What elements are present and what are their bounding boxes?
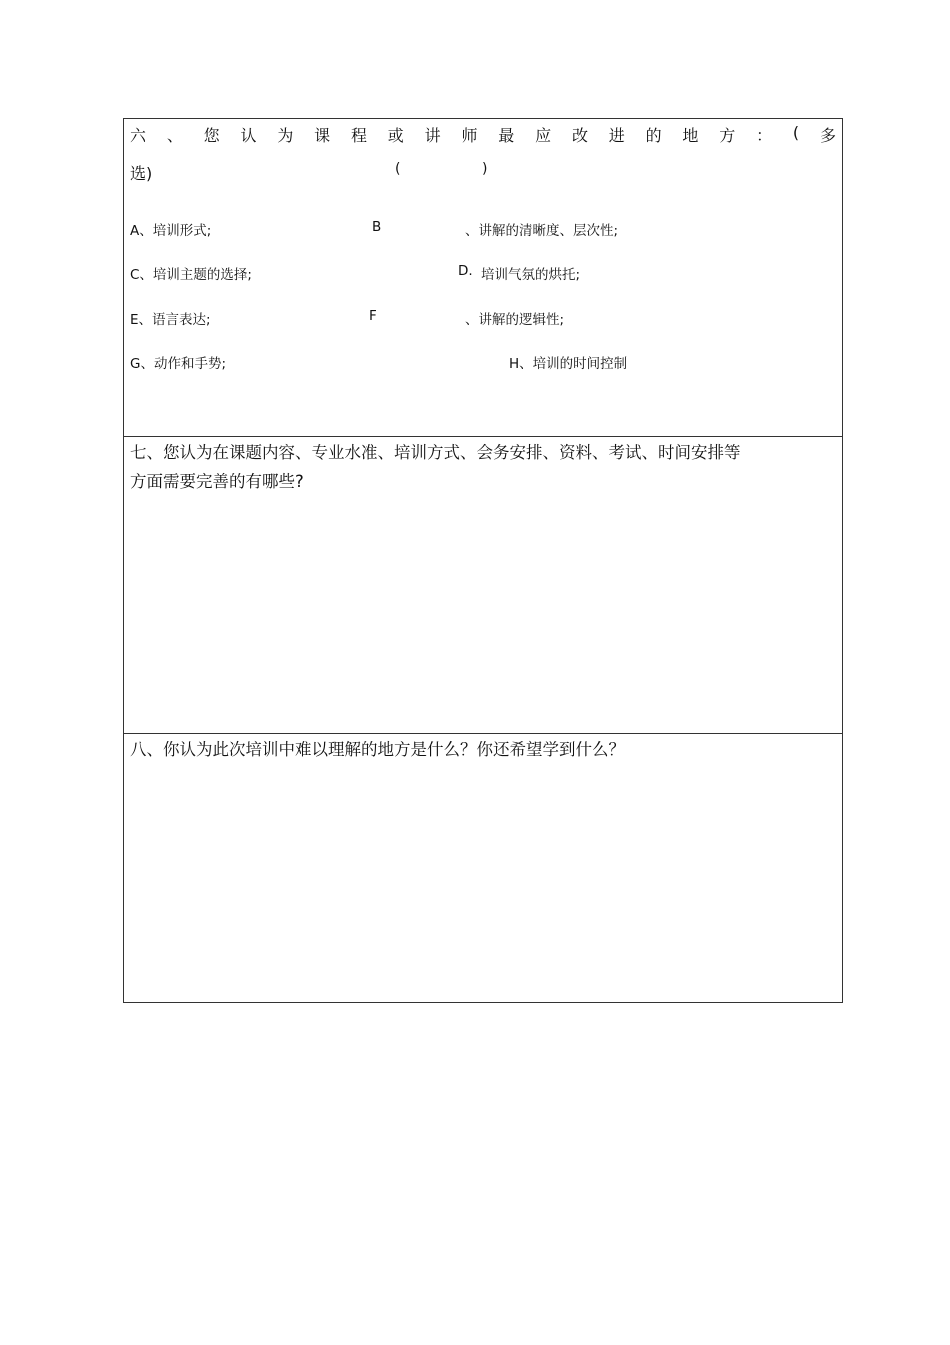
question-6-title xyxy=(130,123,836,146)
question-6-title-char: 地 xyxy=(682,126,699,145)
question-6-title-char: 进 xyxy=(608,126,625,145)
question-6-title-char: 或 xyxy=(387,126,404,145)
question-6-title-char: 课 xyxy=(314,126,331,145)
question-7-line2: 方面需要完善的有哪些? xyxy=(130,472,304,491)
question-6-title-char: 您 xyxy=(203,126,220,145)
option-f-letter[interactable]: F xyxy=(369,308,377,324)
option-d-letter[interactable]: D. xyxy=(458,263,473,279)
question-6-title-continued: 选) xyxy=(130,164,153,183)
question-7-text xyxy=(130,438,741,496)
question-6-title-char: 师 xyxy=(461,126,478,145)
question-6-title-char: 的 xyxy=(645,126,662,145)
question-6-title-char: ： xyxy=(756,126,773,145)
feedback-form-table xyxy=(123,118,843,1003)
question-8-section[interactable] xyxy=(124,734,842,1002)
question-7-line1: 七、您认为在课题内容、专业水准、培训方式、会务安排、资料、考试、时间安排等 xyxy=(130,443,741,462)
question-6-title-char: 六 xyxy=(130,126,147,145)
question-6-title-char: 认 xyxy=(240,126,257,145)
question-6-section xyxy=(124,119,842,437)
answer-paren-open: ( xyxy=(395,161,401,177)
option-b-text[interactable]: 、讲解的清晰度、层次性; xyxy=(465,223,619,239)
option-g[interactable]: G、动作和手势; xyxy=(130,356,227,372)
option-a[interactable]: A、培训形式; xyxy=(130,223,212,239)
question-8-text: 八、你认为此次培训中难以理解的地方是什么？你还希望学到什么？ xyxy=(130,740,625,759)
question-6-title-char: 为 xyxy=(277,126,294,145)
option-d-text[interactable]: 培训气氛的烘托; xyxy=(481,267,581,283)
option-f-text[interactable]: 、讲解的逻辑性; xyxy=(465,312,565,328)
question-6-title-char: 多 xyxy=(819,126,836,145)
option-c[interactable]: C、培训主题的选择; xyxy=(130,267,252,283)
option-b-letter[interactable]: B xyxy=(372,219,382,235)
question-6-title-char: 、 xyxy=(166,126,183,145)
question-6-title-char: ( xyxy=(792,123,800,142)
question-6-title-char: 最 xyxy=(498,126,515,145)
answer-paren-close: ) xyxy=(482,161,488,177)
option-h[interactable]: H、培训的时间控制 xyxy=(509,356,628,372)
question-7-section[interactable] xyxy=(124,437,842,734)
question-6-title-char: 改 xyxy=(571,126,588,145)
question-6-title-char: 程 xyxy=(350,126,367,145)
question-6-title-char: 讲 xyxy=(424,126,441,145)
question-6-title-char: 方 xyxy=(719,126,736,145)
option-e[interactable]: E、语言表达; xyxy=(130,312,211,328)
question-6-title-char: 应 xyxy=(535,126,552,145)
